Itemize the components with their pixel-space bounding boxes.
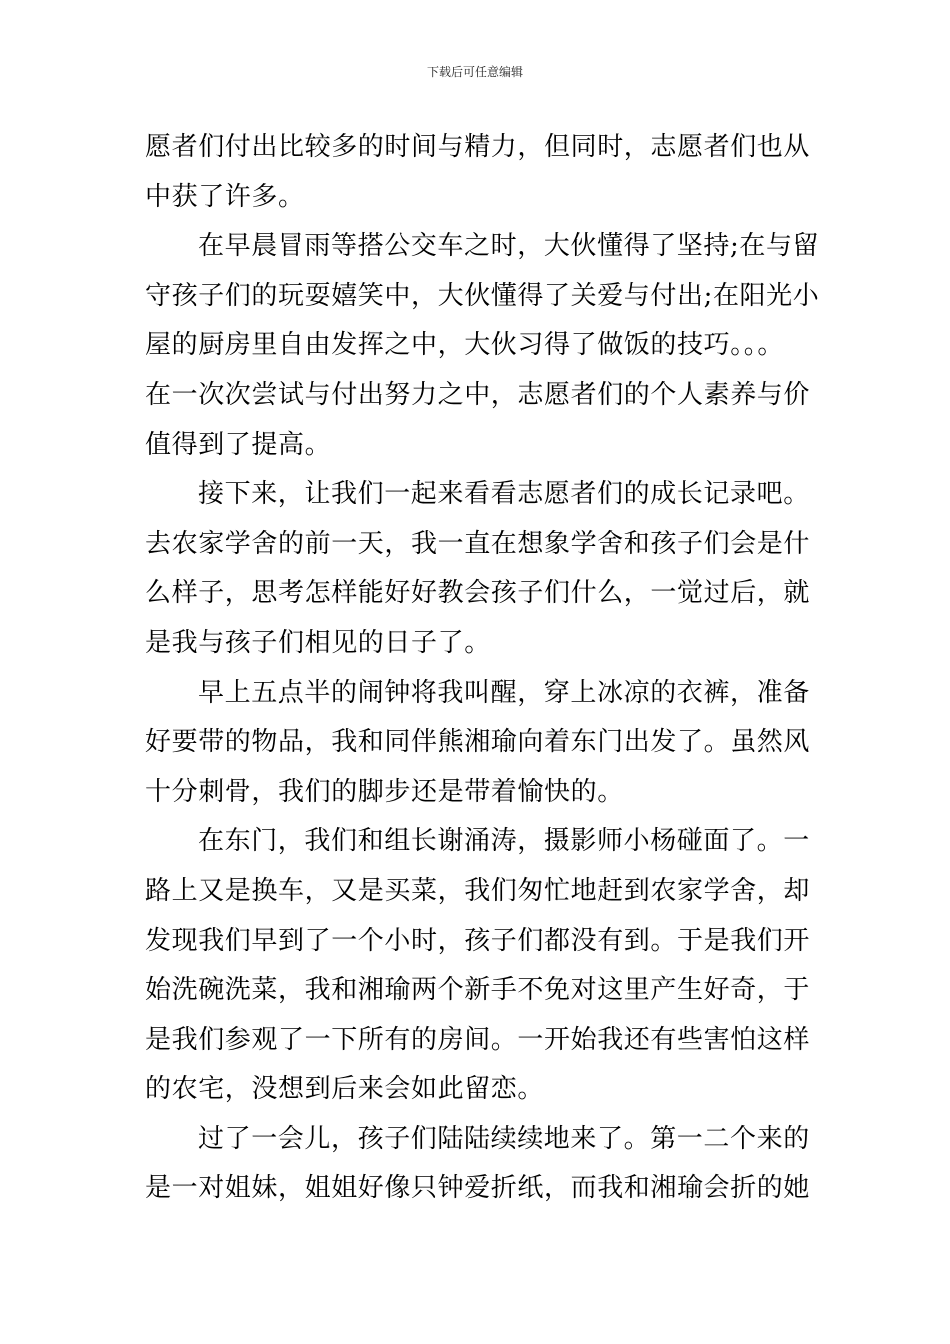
text-line: 守孩子们的玩耍嬉笑中，大伙懂得了关爱与付出;在阳光小: [145, 280, 820, 311]
text-line: 在一次次尝试与付出努力之中，志愿者们的个人素养与价: [145, 379, 811, 410]
text-line: 屋的厨房里自由发挥之中，大伙习得了做饭的技巧。。。: [145, 330, 785, 361]
text-line: 愿者们付出比较多的时间与精力，但同时，志愿者们也从: [145, 132, 811, 162]
text-line: 的农宅，没想到后来会如此留恋。: [145, 1074, 545, 1105]
text-line: 去农家学舍的前一天，我一直在想象学舍和孩子们会是什: [145, 528, 811, 559]
text-line: 发现我们早到了一个小时，孩子们都没有到。于是我们开: [145, 925, 811, 956]
text-line: 过了一会儿，孩子们陆陆续续地来了。第一二个来的: [198, 1123, 810, 1154]
text-line: 么样子，思考怎样能好好教会孩子们什么，一觉过后，就: [145, 578, 811, 609]
text-line: 值得到了提高。: [145, 429, 332, 460]
text-line: 中获了许多。: [145, 181, 305, 212]
text-line: 接下来，让我们一起来看看志愿者们的成长记录吧。: [198, 479, 810, 510]
text-line: 十分刺骨，我们的脚步还是带着愉快的。: [145, 776, 624, 807]
text-line: 路上又是换车，又是买菜，我们匆忙地赶到农家学舍，却: [145, 875, 811, 906]
text-line: 在早晨冒雨等搭公交车之时，大伙懂得了坚持;在与留: [198, 231, 820, 262]
text-line: 早上五点半的闹钟将我叫醒，穿上冰凉的衣裤，准备: [198, 677, 810, 708]
page-header: 下载后可任意编辑: [426, 65, 523, 79]
text-line: 好要带的物品，我和同伴熊湘瑜向着东门出发了。虽然风: [145, 727, 811, 758]
text-line: 在东门，我们和组长谢涌涛，摄影师小杨碰面了。一: [198, 826, 810, 857]
text-line: 是一对姐妹，姐姐好像只钟爱折纸，而我和湘瑜会折的她: [145, 1173, 811, 1204]
text-line: 是我与孩子们相见的日子了。: [145, 627, 491, 658]
body-text: [145, 123, 820, 1214]
text-line: 是我们参观了一下所有的房间。一开始我还有些害怕这样: [145, 1024, 811, 1055]
text-line: 始洗碗洗菜，我和湘瑜两个新手不免对这里产生好奇，于: [145, 975, 811, 1006]
